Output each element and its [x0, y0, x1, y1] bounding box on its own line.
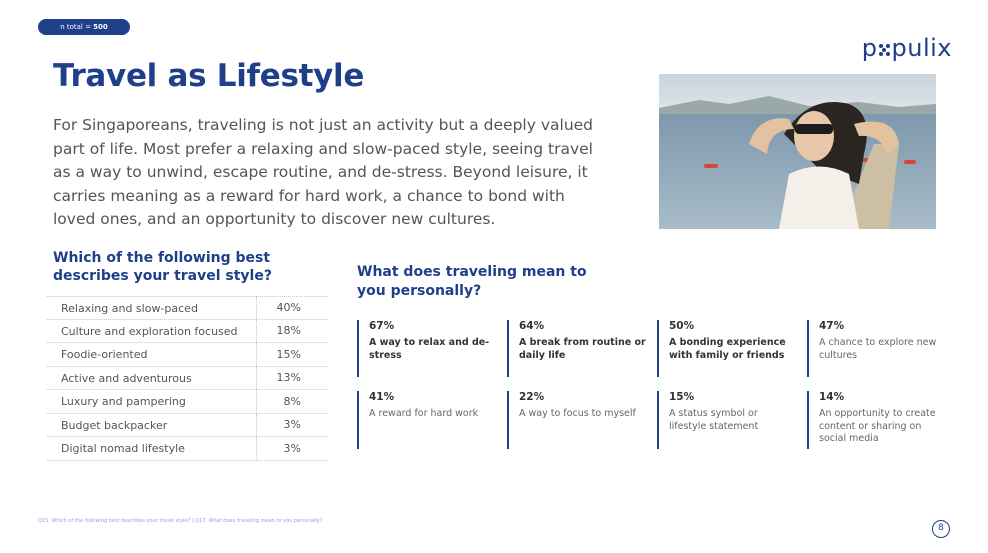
style-label: Culture and exploration focused [47, 320, 257, 343]
meaning-card [807, 391, 947, 449]
meaning-percent: 64% [519, 320, 545, 332]
style-percent: 8% [283, 394, 301, 408]
meaning-text: A way to focus to myself [519, 408, 636, 419]
page-title: Travel as Lifestyle [53, 58, 365, 94]
style-label: Budget backpacker [47, 414, 257, 437]
question-travel-meaning: What does traveling mean to you personally? [357, 264, 587, 299]
woman-relaxing-photo [659, 74, 936, 229]
style-label: Digital nomad lifestyle [47, 437, 257, 460]
meaning-text: A break from routine or daily life [519, 337, 646, 361]
style-percent: 3% [283, 441, 301, 455]
meaning-percent: 15% [669, 391, 695, 403]
meaning-text: An opportunity to create content or sharing on social media [819, 408, 936, 444]
sample-size-label: n total = [60, 23, 94, 31]
table-row [47, 414, 327, 438]
meaning-card [657, 391, 797, 449]
travel-style-table [47, 296, 327, 461]
meaning-card [507, 320, 647, 377]
style-percent: 18% [276, 324, 301, 338]
style-percent: 13% [276, 371, 301, 385]
populix-logo [862, 34, 952, 62]
meaning-percent: 41% [369, 391, 395, 403]
question-footnote: Q15. Which of the following best describes your travel style? | Q17. What does traveling mean to you personally? [38, 518, 323, 524]
table-row [47, 296, 327, 320]
meaning-percent: 14% [819, 391, 845, 403]
style-percent: 3% [283, 418, 301, 432]
meaning-card [507, 391, 647, 449]
table-row [47, 390, 327, 414]
sample-size-badge [38, 19, 130, 35]
sample-size-value: 500 [93, 23, 108, 31]
table-row [47, 367, 327, 391]
logo-text-left: p [861, 34, 878, 62]
logo-text-right: pulix [891, 34, 952, 62]
meaning-text: A reward for hard work [369, 408, 479, 419]
style-percent: 15% [276, 347, 301, 361]
meaning-text: A chance to explore new cultures [819, 337, 937, 361]
meaning-card [357, 391, 497, 449]
meaning-percent: 22% [519, 391, 545, 403]
style-label: Luxury and pampering [47, 390, 257, 413]
style-percent: 40% [276, 301, 301, 315]
style-label: Foodie-oriented [47, 343, 257, 366]
intro-paragraph: For Singaporeans, traveling is not just an activity but a deeply valued part of life. Most prefer a relaxing and slow-paced style, seeing travel as a way to unwind, escape routine, and de-stress. Beyond leisure, it carries meaning as a reward for hard work, a chance to bond with loved ones, and an opportunity to discover new cultures. [53, 116, 594, 228]
meaning-text: A bonding experience with family or friends [669, 337, 786, 361]
question-travel-style: Which of the following best describes your travel style? [53, 250, 272, 284]
logo-dots-icon [879, 44, 891, 56]
meaning-percent: 50% [669, 320, 695, 332]
meaning-card [657, 320, 797, 377]
style-label: Relaxing and slow-paced [47, 297, 257, 319]
meaning-card [807, 320, 947, 377]
table-row [47, 320, 327, 344]
meaning-percent: 47% [819, 320, 845, 332]
table-row [47, 343, 327, 367]
table-row [47, 437, 327, 461]
meaning-percent: 67% [369, 320, 395, 332]
meaning-card [357, 320, 497, 377]
meaning-text: A way to relax and de-stress [369, 337, 490, 361]
meaning-text: A status symbol or lifestyle statement [669, 408, 759, 432]
page-number: 8 [932, 520, 950, 538]
style-label: Active and adventurous [47, 367, 257, 390]
